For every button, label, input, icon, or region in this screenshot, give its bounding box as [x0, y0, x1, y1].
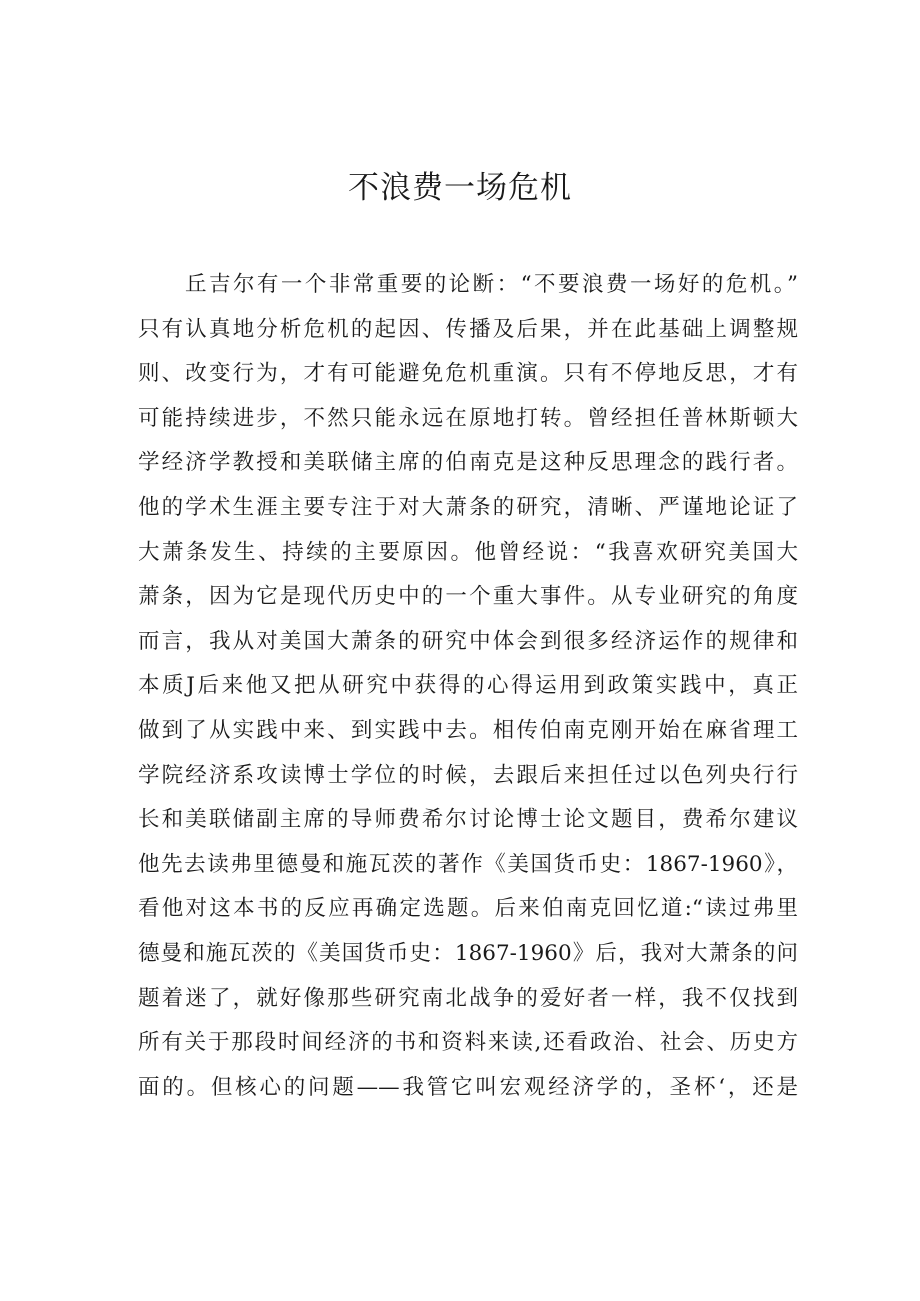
paragraph-line: 做到了从实践中来、到实践中去。相传伯南克刚开始在麻省理工 [138, 717, 798, 743]
paragraph-line: 丘吉尔有一个非常重要的论断：“不要浪费一场好的危机。” [185, 272, 798, 297]
paragraph-line: 萧条，因为它是现代历史中的一个重大事件。从专业研究的角度 [138, 584, 798, 610]
paragraph-line: 看他对这本书的反应再确定选题。后来伯南克回忆道:“读过弗里 [138, 896, 798, 922]
paragraph-line: 长和美联储副主席的导师费希尔讨论博士论文题目，费希尔建议 [138, 807, 798, 833]
paragraph-line: 面的。但核心的问题——我管它叫宏观经济学的，圣杯‘，还是 [138, 1074, 798, 1100]
paragraph-line: 学院经济系攻读博士学位的时候，去跟后来担任过以色列央行行 [138, 762, 798, 788]
paragraph-line: 只有认真地分析危机的起因、传播及后果，并在此基础上调整规 [138, 316, 798, 342]
paragraph-line: 德曼和施瓦茨的《美国货币史：1867-1960》后，我对大萧条的问 [138, 940, 798, 966]
paragraph-line: 则、改变行为，才有可能避免危机重演。只有不停地反思，才有 [138, 361, 798, 387]
paragraph-line: 本质J后来他又把从研究中获得的心得运用到政策实践中，真正 [138, 673, 798, 699]
document-title: 不浪费一场危机 [348, 170, 572, 206]
paragraph-line: 题着迷了，就好像那些研究南北战争的爱好者一样，我不仅找到 [138, 985, 798, 1011]
paragraph-line: 他先去读弗里德曼和施瓦茨的著作《美国货币史：1867-1960》， [138, 851, 798, 877]
document-body [138, 263, 798, 1110]
paragraph-line: 学经济学教授和美联储主席的伯南克是这种反思理念的践行者。 [138, 450, 798, 476]
paragraph-line: 而言，我从对美国大萧条的研究中体会到很多经济运作的规律和 [138, 628, 798, 654]
paragraph-line: 所有关于那段时间经济的书和资料来读,还看政治、社会、历史方 [138, 1030, 798, 1056]
paragraph-line: 他的学术生涯主要专注于对大萧条的研究，清晰、严谨地论证了 [138, 494, 798, 520]
paragraph-line: 大萧条发生、持续的主要原因。他曾经说：“我喜欢研究美国大 [138, 539, 798, 565]
paragraph-line: 可能持续进步，不然只能永远在原地打转。曾经担任普林斯顿大 [138, 405, 798, 431]
